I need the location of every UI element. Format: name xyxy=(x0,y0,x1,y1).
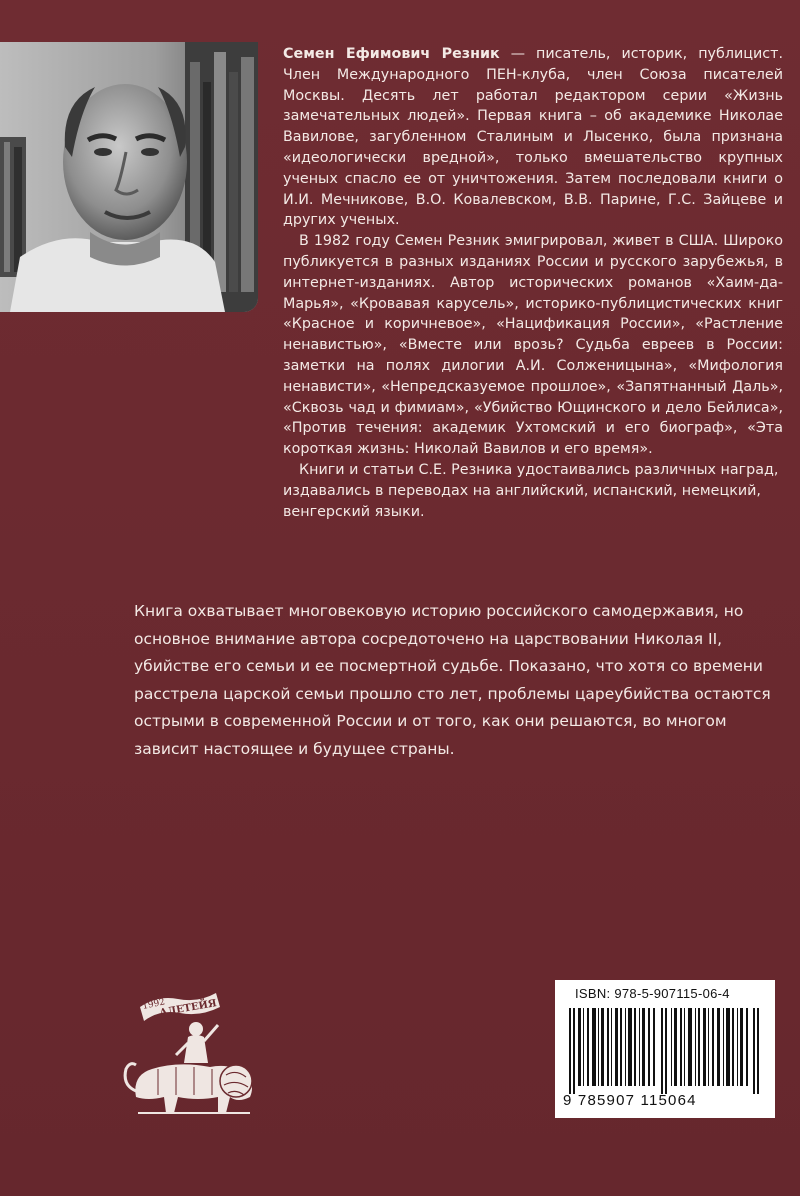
logo-publisher-name: АЛЕТЕЙЯ xyxy=(158,998,218,1019)
logo-year: 1992 xyxy=(141,997,167,1012)
bio-paragraph-3: Книги и статьи С.Е. Резника удостаивались различных наград, издавались в переводах на английский, испанский, немецкий, венгерский языки. xyxy=(283,461,779,520)
bio-paragraph-1-text: — писатель, историк, публицист. Член Международного ПЕН-клуба, член Союза писателей Москвы. Десять лет работал редактором серии «Жизнь замечательных людей». Первая книга – об академике Николае Вавилове, загубленном Сталиным и Лысенко, была признана «идеологически вредной», только вмешательство крупных ученых спасло ее от уничтожения. Затем последовали книги о И.И. Мечникове, В.О. Ковалевском, В.В. Парине, Г.С. Зайцеве и других ученых. xyxy=(283,46,784,229)
bio-paragraph-2: В 1982 году Семен Резник эмигрировал, живет в США. Широко публикуется в разных изданиях России и русского зарубежья, в интернет-изданиях. Автор исторических романов «Хаим-да-Марья», «Кровавая карусель», историко-публицистических книг «Красное и коричневое», «Нацификация России», «Растление ненавистью», «Вместе или врозь? Судьба евреев в России: заметки на полях дилогии А.И. Солженицына», «Мифология ненависти», «Непредсказуемое прошлое», «Запятнанный Даль», «Сквозь чад и фимиам», «Убийство Ющинского и дело Бейлиса», «Против течения: академик Ухтомский и его биограф», «Эта короткая жизнь: Николай Вавилов и его время». xyxy=(283,233,783,458)
book-summary xyxy=(134,598,774,764)
author-name: Семен Ефимович Резник xyxy=(283,46,500,62)
author-photo xyxy=(0,42,258,312)
summary-text: Книга охватывает многовековую историю российского самодержавия, но основное внимание автора сосредоточено на царствовании Николая II, убийстве его семьи и ее посмертной судьбе. Показано, что хотя со времени расстрела царской семьи прошло сто лет, проблемы цареубийства остаются острыми в современной России и от того, как они решаются, во многом зависит настоящее и будущее страны. xyxy=(134,602,771,758)
barcode-digits: 9 785907 115064 xyxy=(563,1092,697,1109)
barcode-bars-icon xyxy=(565,1008,765,1094)
isbn-label: ISBN: 978-5-907115-06-4 xyxy=(575,986,730,1001)
publisher-logo xyxy=(118,985,268,1125)
author-biography xyxy=(283,44,783,522)
author-portrait-image xyxy=(0,42,258,312)
isbn-barcode xyxy=(555,980,775,1118)
bio-paragraph-1 xyxy=(283,44,783,231)
lion-rider-emblem-icon xyxy=(118,985,268,1125)
